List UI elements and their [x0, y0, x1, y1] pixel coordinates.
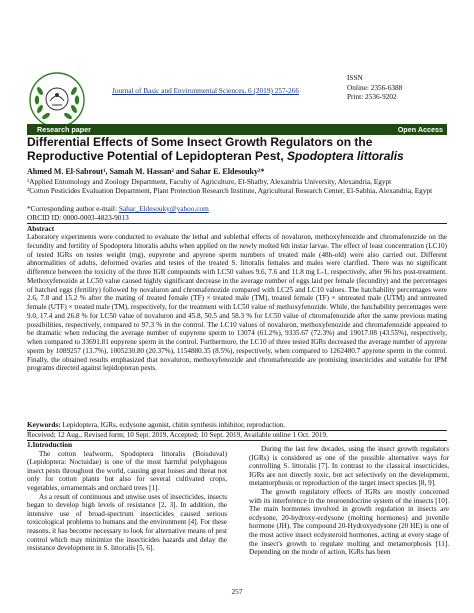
- page-number: 257: [231, 587, 243, 596]
- divider: [27, 223, 447, 224]
- affiliation-1: ¹Applied Entomology and Zoology Department, Faculty of Agriculture, El-Shatby, Alexandria University, Alexandria, Egypt: [27, 177, 392, 186]
- left-column: [27, 441, 227, 553]
- introduction-heading: 1.Introduction: [27, 440, 73, 449]
- author-list: Ahmed M. El-Sabrout¹, Samah M. Hassan² and Sahar E. Eldesouky²*: [27, 167, 265, 176]
- abstract-heading: Abstract: [27, 224, 55, 233]
- article-title: Differential Effects of Some Insect Growth Regulators on the Reproductive Potential of Lepidopteran Pest, Spodoptera littoralis: [27, 135, 404, 163]
- issn-label: ISSN: [347, 73, 363, 82]
- right-column: [249, 445, 449, 557]
- corresponding-author: *Corresponding author e-mail: Sahar_Eldesouky@yahoo.com: [27, 204, 209, 213]
- article-type-banner: [27, 124, 447, 135]
- affiliation-2: ²Cotton Pesticides Evaluation Department, Plant Protection Research Institute, Agricultural Research Center, El-Sabhia, Alexandria, Egypt: [27, 186, 433, 195]
- received-dates: Received; 12 Aug., Revised form; 10 Sept. 2019, Accepted; 10 Sept. 2019, Available online 1 Oct. 2019.: [27, 431, 328, 439]
- orcid-id: ORCID ID: 0000-0003-4823-9013: [27, 213, 129, 222]
- paragraph: During the last few decades, using the insect growth regulators (IGRs) is considered as one of the possible alternative ways for controlling S. littoralis [7]. In contrast to the classical insecticides, IGRs are not directly toxic, but act selectively on the development, metamorphosis or reproduction of the target insect species [8, 9].: [249, 445, 449, 488]
- issn-block: [347, 73, 402, 102]
- issn-print: Print: 2536-9202: [347, 92, 397, 102]
- abstract-text: Laboratory experiments were conducted to evaluate the lethal and sublethal effects of novaluron, methoxyfenozide and chromafenozide on the fecundity and fertility of Spodoptera littoralis adults when applied on the newly molted 6th instar larvae. The effect of least concentration (LC10) of tested IGRs on testes weight (mg), eupyrene and apyrene sperm numbers of treated male (48h-old) were also carried out. Different abnormalities of adults, deformed ovaries and testes of the treated S. littoralis females and males were clarified. There was no significant difference between the toxicity of the three IGR compounds with LC50 values 9.6, 7.6 and 11.8 mg L-1, respectively, after 96 hrs post-treatment. Methoxyfenozide at LC50 value caused highly significant decrease in the average number of eggs laid per female (fecundity) and the percentages of hatched eggs (fertility) followed by novaluron and chromafenozide compared with LC25 and LC10 values. The hatchability percentages were 2.6, 7.8 and 15.2 % after the mating of treated female (TF) × treated male (TM), treated female (TF) × untreated male (UTM) and untreated female (UTF) × treated male (TM), respectively, for the treatment with LC50 value of methoxyfenozide. While, the hatchability percentages were 9.0, 17.4 and 26.8 % for LC50 value of novaluron and 45.8, 50.5 and 58.3 % for LC50 value of chromafenozide after the same previous mating possibilities, respectively, compared to 97.3 % in the control. The LC10 values of novaluron, methoxyfenozide and chromafenozide appeared to be dramatic when reducing the average number of eupyrene sperm to 13074 (61.2%), 9335.67 (72.3%) and 19017.08 (43.55%), respectively, when compared to 33691.81 eupyrene sperm in the control. Furthermore, the LC10 of three tested IGRs decreased the average number of apyrene sperm by 1089257 (13.7%), 1005230.80 (20.37%), 1154880.35 (8.5%), respectively, when compared to 1262480.7 apyrene sperm in the control. Finally, the obtained results emphasized that novaluron, methoxyfenozide and chromafenozide are promising insecticides and suitable for IPM programs directed against lepidopteran pests.: [27, 233, 447, 373]
- corresponding-email-link[interactable]: Sahar_Eldesouky@yahoo.com: [118, 204, 209, 213]
- research-paper-label: Research paper: [37, 125, 91, 134]
- paragraph: The cotton leafworm, Spodoptera littoralis (Boisduval) (Lepidoptera: Noctuidae) is one of the most harmful polyphagous insect pests throughout the world, causing great losses and threat not only for cotton plants but also for several cultivated crops, vegetables, ornamentals and orchard trees [1].: [27, 449, 227, 492]
- journal-citation-link[interactable]: Journal of Basic and Environmental Sciences, 6 (2019) 257-266: [112, 86, 300, 95]
- paragraph: As a result of continuous and unwise uses of insecticides, insects began to develop high levels of resistance [2, 3]. In addition, the intensive use of broad-spectrum insecticides caused serious toxicological problems to humans and the environment [4]. For these reasons, it has become necessary to look for alternative means of pest control which may minimize the insecticides hazards and delay the resistance development in S. littoralis [5, 6].: [27, 492, 227, 553]
- keywords-line: Keywords: Lepidoptera, IGRs, ecdysone agonist, chitin synthesis inhibitor, reproduction.: [27, 421, 286, 429]
- open-access-label: Open Access: [397, 125, 443, 134]
- issn-online: Online: 2356-6388: [347, 82, 403, 92]
- journal-logo-icon: [28, 71, 86, 129]
- title-species: Spodoptera littoralis: [287, 148, 404, 163]
- paragraph: The growth regulatory effects of IGRs are mostly concerned with its interference in the neuroendocrine system of the insects [10]. The main hormones involved in growth regulation in insects are ecdysone, 20-hydroxy-ecdysone (molting hormones) and juvenile hormone (JH). The compound 20-Hydroxyedysone (20 HE) is one of the most active insect ecdysteroid hormones, acting at every stage of the insect's growth to regulate molting and metamorphosis [11]. Depending on the mode of action, IGRs has been: [249, 487, 449, 557]
